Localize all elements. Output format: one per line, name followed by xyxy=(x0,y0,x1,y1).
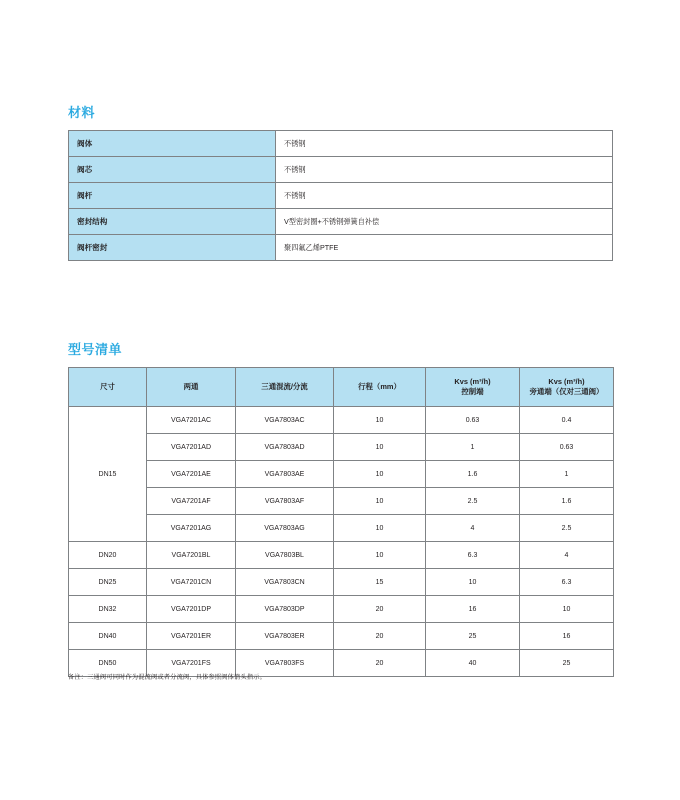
model-two-way: VGA7201CN xyxy=(147,569,236,596)
stroke-value: 20 xyxy=(334,596,426,623)
kvs-control-value: 25 xyxy=(426,623,520,650)
model-two-way: VGA7201AE xyxy=(147,461,236,488)
models-column-header xyxy=(236,368,334,407)
model-two-way: VGA7201FS xyxy=(147,650,236,677)
size-value: DN40 xyxy=(69,623,147,650)
stroke-value: 20 xyxy=(334,650,426,677)
models-column-header-line2: 控制端 xyxy=(461,387,484,396)
models-column-header-line1: 行程（mm） xyxy=(358,382,401,391)
kvs-bypass-value: 16 xyxy=(520,623,614,650)
materials-row xyxy=(69,209,613,235)
models-column-header xyxy=(426,368,520,407)
stroke-value: 10 xyxy=(334,407,426,434)
materials-table xyxy=(68,130,613,261)
size-value: DN50 xyxy=(69,650,147,677)
materials-row-value: 不锈钢 xyxy=(276,183,613,209)
kvs-control-value: 16 xyxy=(426,596,520,623)
models-column-header-line1: Kvs (m³/h) xyxy=(454,377,491,387)
size-value: DN32 xyxy=(69,596,147,623)
stroke-value: 20 xyxy=(334,623,426,650)
model-two-way: VGA7201AG xyxy=(147,515,236,542)
stroke-value: 10 xyxy=(334,488,426,515)
model-three-way: VGA7803CN xyxy=(236,569,334,596)
models-table xyxy=(68,367,614,677)
materials-row xyxy=(69,235,613,261)
materials-row-value: 不锈钢 xyxy=(276,131,613,157)
models-table-row xyxy=(69,407,614,434)
models-table-row xyxy=(69,596,614,623)
materials-row-value: 不锈钢 xyxy=(276,157,613,183)
kvs-bypass-value: 6.3 xyxy=(520,569,614,596)
materials-row-label: 阀体 xyxy=(69,131,276,157)
models-table-header-row xyxy=(69,368,614,407)
models-table-row xyxy=(69,488,614,515)
stroke-value: 15 xyxy=(334,569,426,596)
footnote-text: 备注：三通阀可同时作为混流阀或者分流阀，具体参照阀体箭头指示。 xyxy=(68,674,267,681)
model-three-way: VGA7803DP xyxy=(236,596,334,623)
stroke-value: 10 xyxy=(334,542,426,569)
stroke-value: 10 xyxy=(334,461,426,488)
models-table-head xyxy=(69,368,614,407)
materials-row-label: 阀杆 xyxy=(69,183,276,209)
kvs-bypass-value: 1 xyxy=(520,461,614,488)
materials-row xyxy=(69,131,613,157)
models-column-header xyxy=(147,368,236,407)
kvs-bypass-value: 0.63 xyxy=(520,434,614,461)
model-two-way: VGA7201AC xyxy=(147,407,236,434)
models-table-row xyxy=(69,623,614,650)
models-table-row xyxy=(69,515,614,542)
model-two-way: VGA7201AF xyxy=(147,488,236,515)
model-two-way: VGA7201ER xyxy=(147,623,236,650)
model-two-way: VGA7201DP xyxy=(147,596,236,623)
model-two-way: VGA7201BL xyxy=(147,542,236,569)
size-value: DN20 xyxy=(69,542,147,569)
model-three-way: VGA7803AC xyxy=(236,407,334,434)
model-three-way: VGA7803AE xyxy=(236,461,334,488)
models-column-header-line1: 尺寸 xyxy=(100,382,115,391)
kvs-control-value: 0.63 xyxy=(426,407,520,434)
kvs-control-value: 1.6 xyxy=(426,461,520,488)
models-column-header xyxy=(69,368,147,407)
size-value: DN25 xyxy=(69,569,147,596)
size-value: DN15 xyxy=(69,407,147,542)
kvs-bypass-value: 1.6 xyxy=(520,488,614,515)
model-two-way: VGA7201AD xyxy=(147,434,236,461)
models-column-header xyxy=(520,368,614,407)
kvs-control-value: 4 xyxy=(426,515,520,542)
models-table-body xyxy=(69,407,614,677)
materials-section-heading: 材料 xyxy=(68,105,96,120)
materials-table-body xyxy=(69,131,613,261)
models-table-row xyxy=(69,461,614,488)
materials-row xyxy=(69,157,613,183)
materials-row-value: 聚四氟乙烯PTFE xyxy=(276,235,613,261)
models-column-header-line2: 旁通端（仅对三通阀） xyxy=(529,387,604,396)
models-table-row xyxy=(69,434,614,461)
kvs-control-value: 10 xyxy=(426,569,520,596)
kvs-control-value: 40 xyxy=(426,650,520,677)
kvs-bypass-value: 0.4 xyxy=(520,407,614,434)
kvs-bypass-value: 10 xyxy=(520,596,614,623)
stroke-value: 10 xyxy=(334,515,426,542)
model-three-way: VGA7803BL xyxy=(236,542,334,569)
materials-row-value: V型密封圈+不锈钢弹簧自补偿 xyxy=(276,209,613,235)
kvs-bypass-value: 25 xyxy=(520,650,614,677)
models-column-header-line1: Kvs (m³/h) xyxy=(548,377,585,387)
kvs-control-value: 6.3 xyxy=(426,542,520,569)
models-section-heading: 型号清单 xyxy=(68,342,123,357)
model-three-way: VGA7803AG xyxy=(236,515,334,542)
models-table-row xyxy=(69,569,614,596)
models-column-header-line1: 三通混流/分流 xyxy=(261,382,308,391)
stroke-value: 10 xyxy=(334,434,426,461)
model-three-way: VGA7803AD xyxy=(236,434,334,461)
models-table-row xyxy=(69,542,614,569)
kvs-bypass-value: 2.5 xyxy=(520,515,614,542)
materials-row-label: 阀芯 xyxy=(69,157,276,183)
models-column-header-line1: 两通 xyxy=(183,382,199,391)
model-three-way: VGA7803FS xyxy=(236,650,334,677)
models-column-header xyxy=(334,368,426,407)
kvs-control-value: 2.5 xyxy=(426,488,520,515)
kvs-bypass-value: 4 xyxy=(520,542,614,569)
model-three-way: VGA7803AF xyxy=(236,488,334,515)
model-three-way: VGA7803ER xyxy=(236,623,334,650)
materials-row xyxy=(69,183,613,209)
materials-row-label: 密封结构 xyxy=(69,209,276,235)
materials-row-label: 阀杆密封 xyxy=(69,235,276,261)
kvs-control-value: 1 xyxy=(426,434,520,461)
